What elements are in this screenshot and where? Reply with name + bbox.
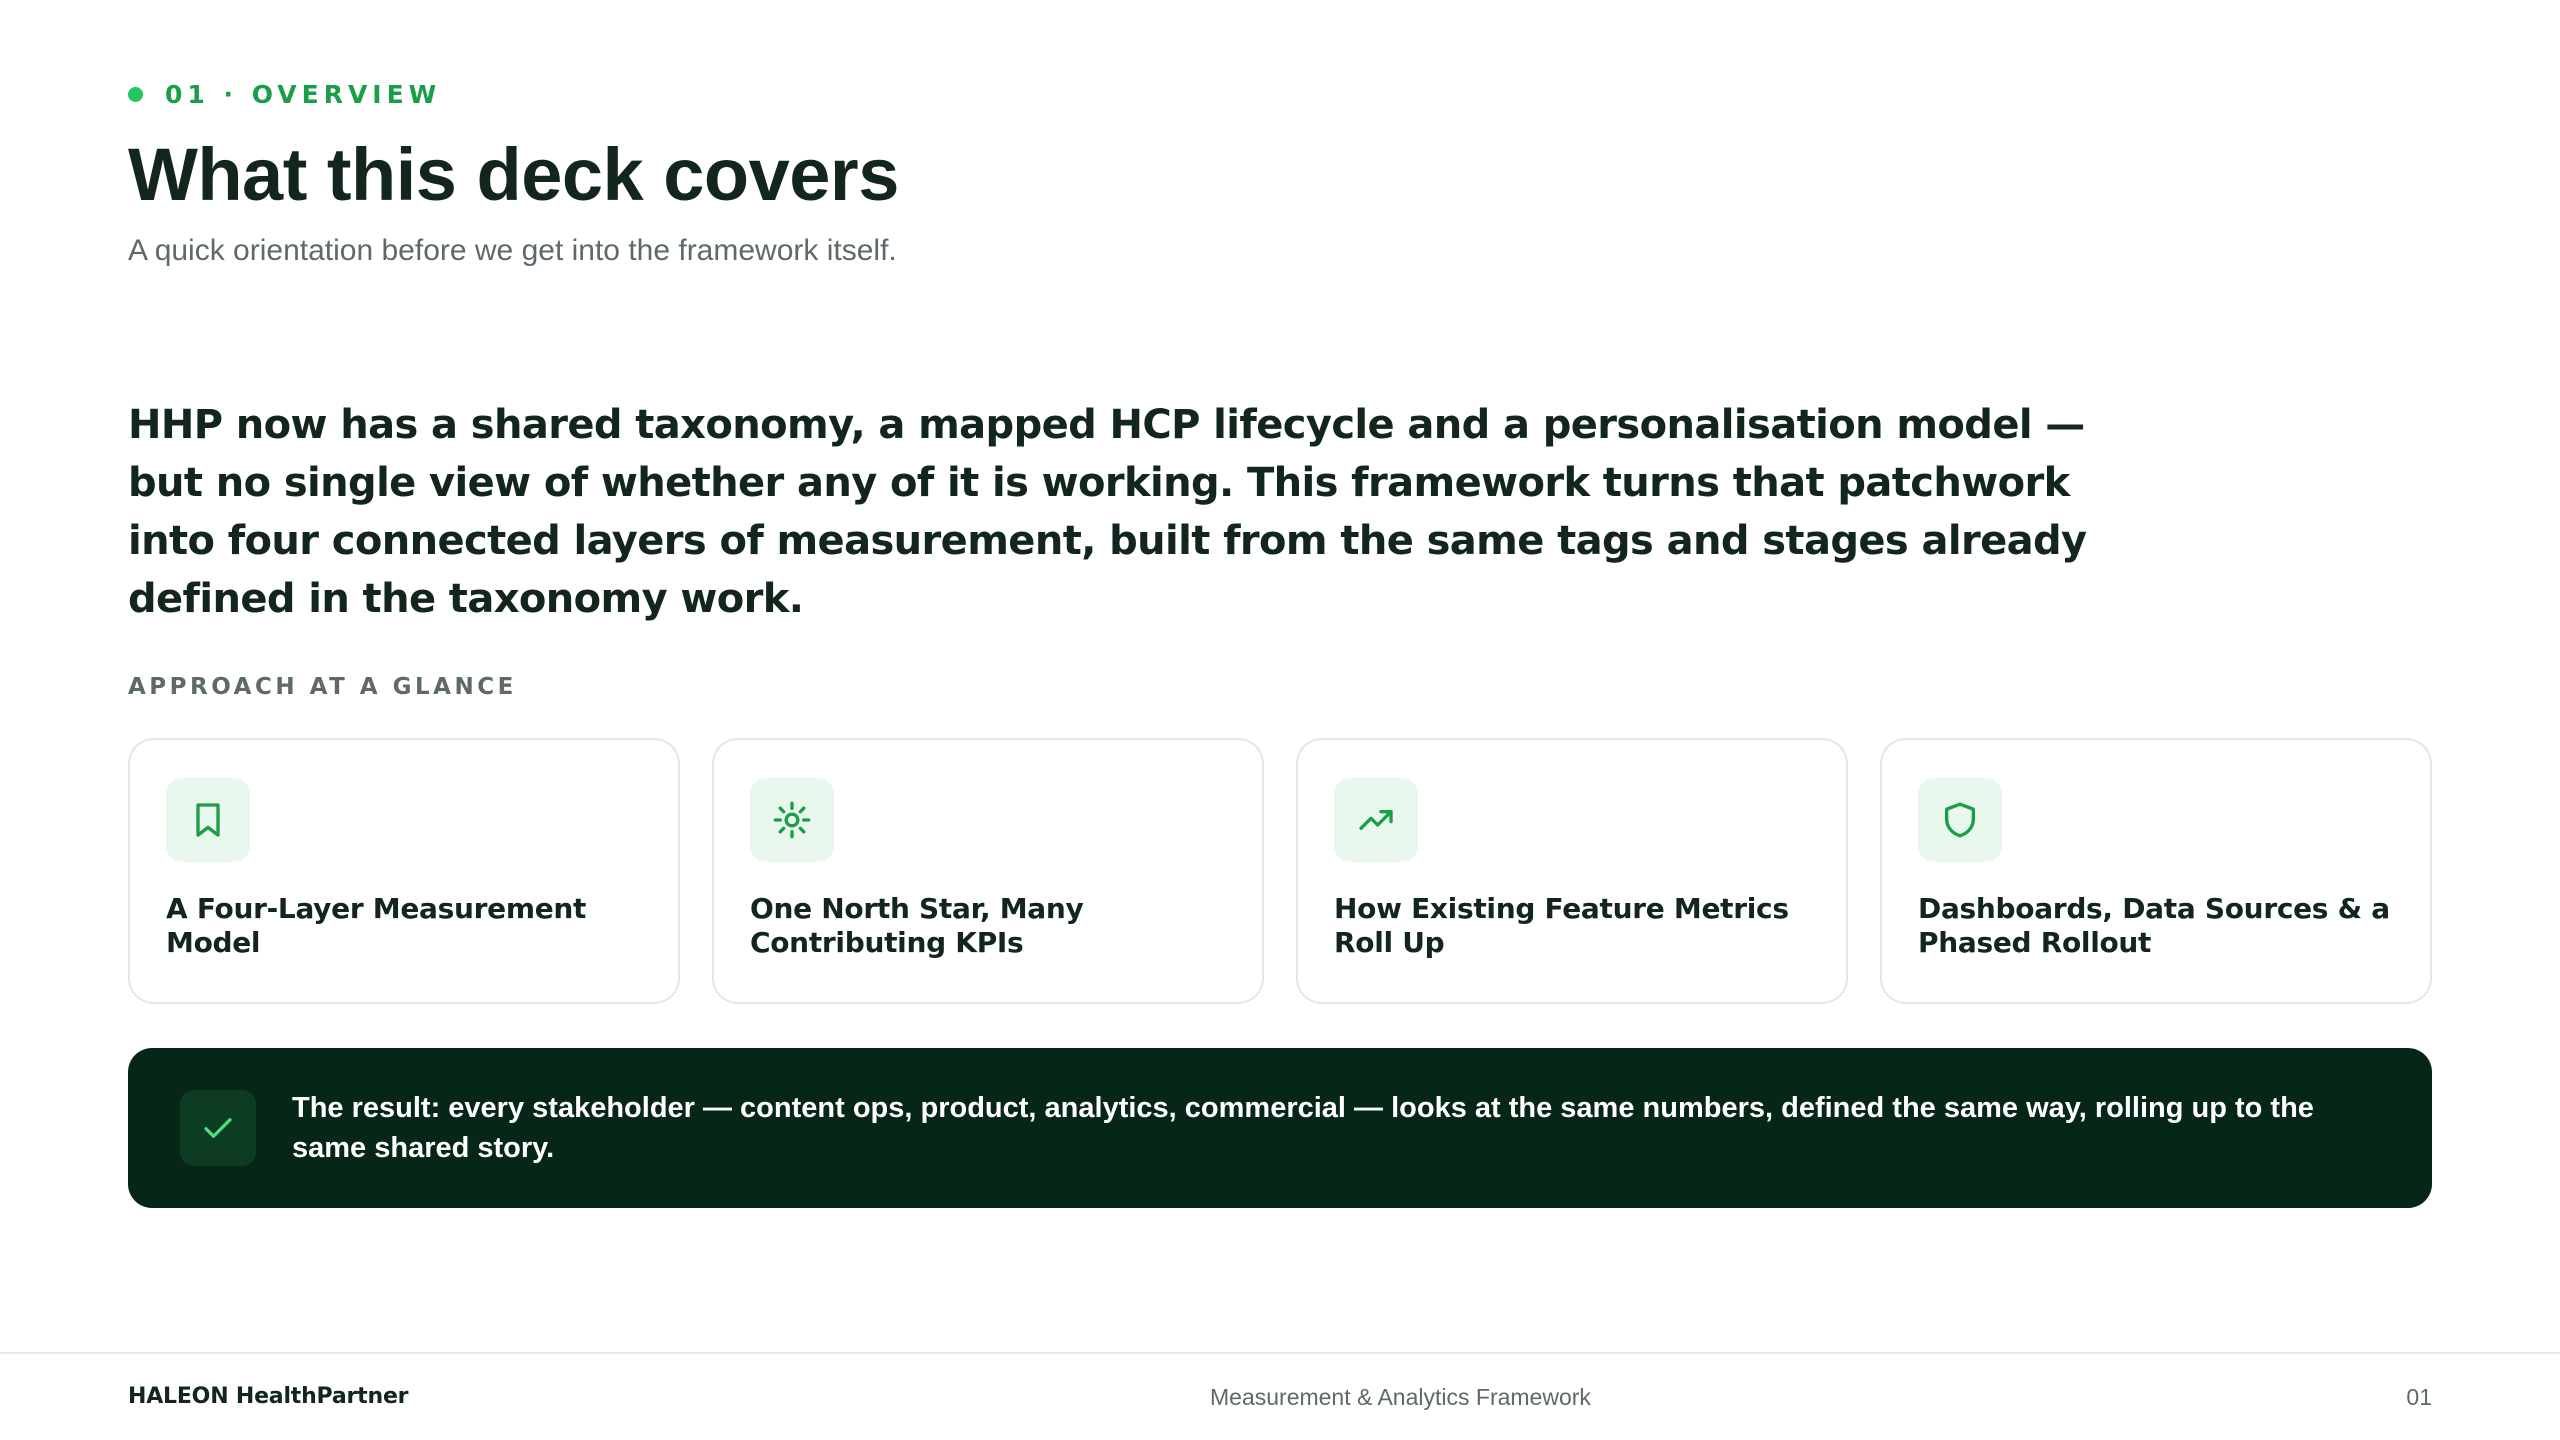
card-title: One North Star, Many Contributing KPIs xyxy=(750,892,1084,959)
approach-card xyxy=(128,738,680,1004)
section-label: APPROACH AT A GLANCE xyxy=(128,674,517,700)
approach-cards xyxy=(128,738,2432,1004)
shield-icon xyxy=(1918,778,2002,862)
section-eyebrow xyxy=(128,80,441,109)
result-banner xyxy=(128,1048,2432,1208)
trending-up-icon xyxy=(1334,778,1418,862)
card-title: A Four-Layer Measurement Model xyxy=(166,892,587,959)
result-text: The result: every stakeholder — content ops, product, analytics, commercial — looks at the same numbers, defined the same way, rolling up to the same shared story. xyxy=(292,1092,2314,1164)
page-subtitle: A quick orientation before we get into the framework itself. xyxy=(128,234,897,267)
footer-deck-title: Measurement & Analytics Framework xyxy=(1210,1384,1591,1410)
eyebrow-dot-icon xyxy=(128,87,143,102)
sun-icon xyxy=(750,778,834,862)
approach-card xyxy=(712,738,1264,1004)
page-number: 01 xyxy=(2406,1384,2432,1410)
card-title: Dashboards, Data Sources & a Phased Rollout xyxy=(1918,892,2390,959)
footer-divider xyxy=(0,1352,2560,1354)
check-icon xyxy=(180,1090,256,1166)
brand-logo-text: HALEON HealthPartner xyxy=(128,1384,409,1409)
approach-card xyxy=(1880,738,2432,1004)
eyebrow-label: 01 · OVERVIEW xyxy=(165,80,442,109)
brand-logo xyxy=(128,1384,408,1409)
page-title: What this deck covers xyxy=(128,133,899,216)
card-title: How Existing Feature Metrics Roll Up xyxy=(1334,892,1789,959)
bookmark-icon xyxy=(166,778,250,862)
approach-card xyxy=(1296,738,1848,1004)
lead-paragraph: HHP now has a shared taxonomy, a mapped HCP lifecycle and a personalisation model — but no single view of whether any of it is working. This framework turns that patchwork into four connected layers of measurement, built from the same tags and stages already defined in the taxonomy work. xyxy=(128,402,2087,622)
